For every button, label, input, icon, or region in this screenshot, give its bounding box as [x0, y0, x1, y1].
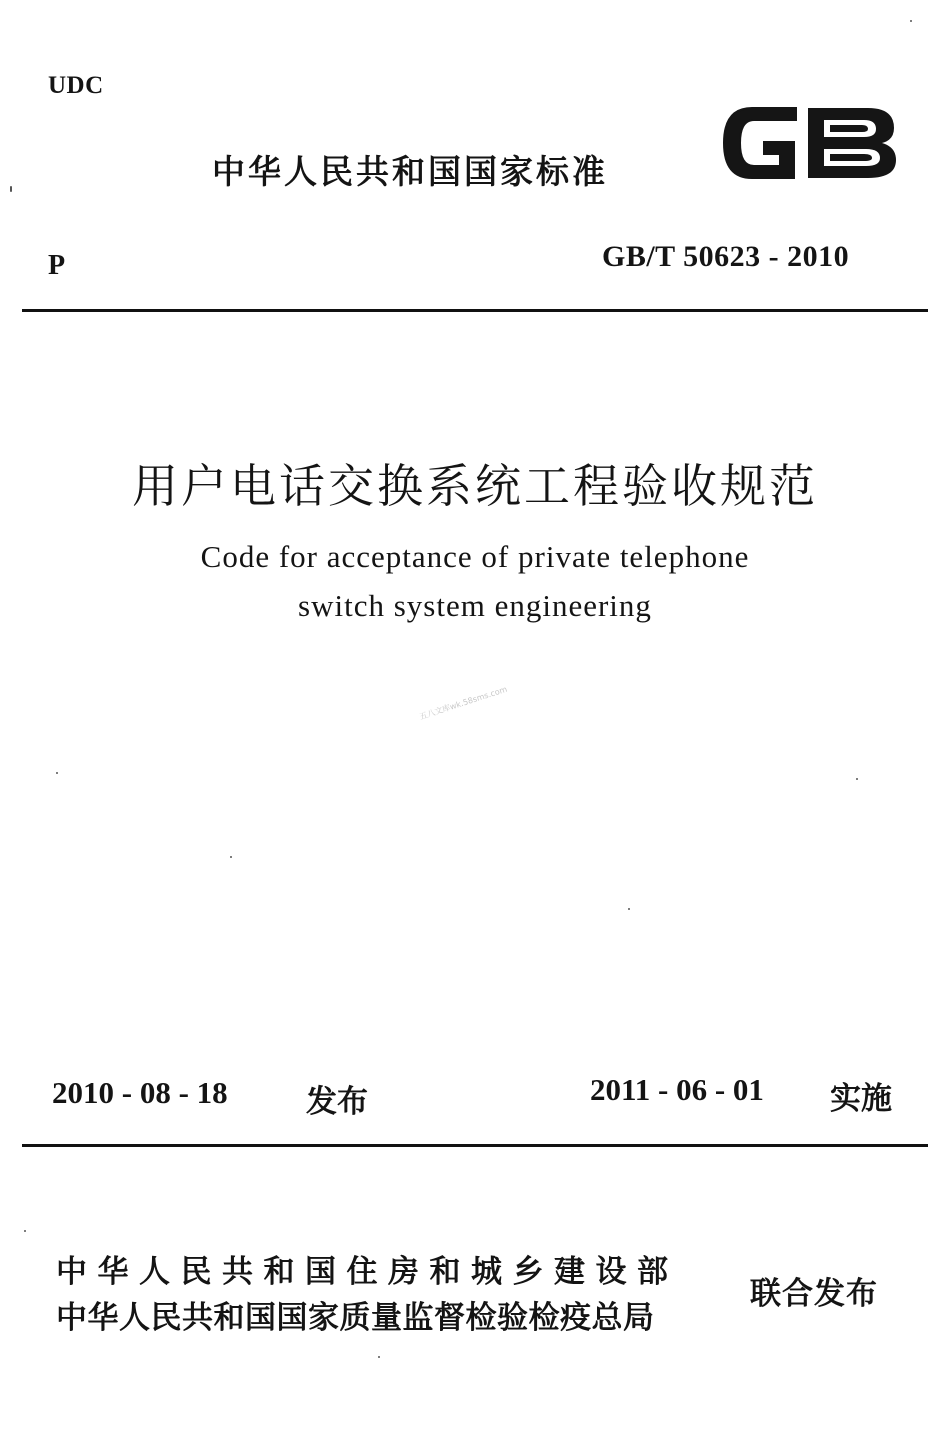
- scan-speck: [230, 856, 232, 858]
- dates-divider: [22, 1144, 928, 1147]
- title-english-line2: switch system engineering: [298, 588, 652, 623]
- joint-issue-label: 联合发布: [750, 1276, 878, 1312]
- watermark: 五八文库wk.58sms.com: [418, 684, 509, 722]
- issuer-aqsiq: 中华人民共和国国家质量监督检验检疫总局: [56, 1300, 655, 1336]
- publish-date: 2010 - 08 - 18: [52, 1075, 228, 1110]
- scan-speck: [56, 772, 58, 774]
- title-english-line1: Code for acceptance of private telephone: [200, 539, 750, 574]
- header-divider: [22, 309, 928, 312]
- scan-speck: [856, 778, 858, 780]
- scan-speck: [10, 186, 12, 192]
- publish-label: 发布: [306, 1084, 368, 1120]
- classification-code: P: [48, 250, 66, 281]
- udc-label: UDC: [48, 72, 104, 99]
- scan-speck: [910, 20, 912, 22]
- scan-speck: [628, 908, 630, 910]
- effective-date: 2011 - 06 - 01: [590, 1072, 764, 1107]
- scan-speck: [24, 1230, 26, 1232]
- national-standard-heading: 中华人民共和国国家标准: [212, 152, 608, 191]
- effective-label: 实施: [830, 1081, 892, 1117]
- standard-number: GB/T 50623 - 2010: [602, 240, 850, 273]
- gb-logo: [718, 98, 900, 188]
- scan-speck: [378, 1356, 380, 1358]
- issuer-ministry-housing: 中华人民共和国住房和城乡建设部: [56, 1254, 679, 1290]
- title-chinese: 用户电话交换系统工程验收规范: [132, 459, 818, 513]
